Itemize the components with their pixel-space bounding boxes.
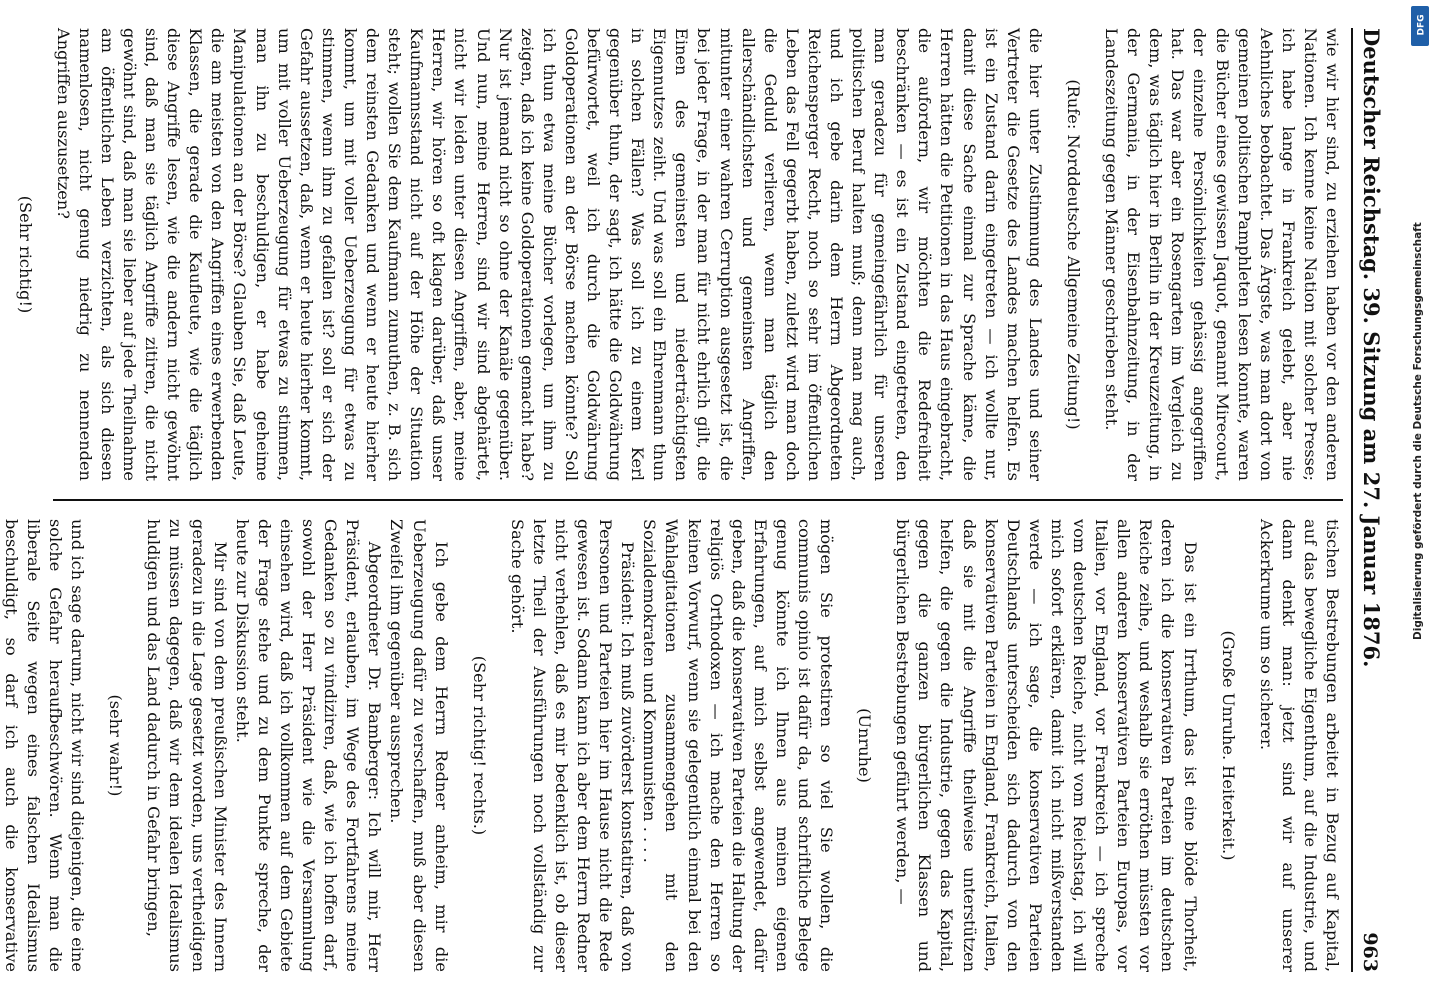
funding-note (1404, 0, 1428, 1000)
page-header (1351, 28, 1384, 972)
paragraph: und ich sage darum, nicht wir sind diejenigen, die eine solche Gefahr heraufbeschwören. Wenn man die liberale Seite wegen eines falschen Idealismus beschuldigt, so darf ich auch die konservative (1, 519, 88, 972)
column-divider (53, 499, 1343, 501)
paragraph: Ich gebe dem Herrn Redner anheim, mir die Ueberzeugung dafür zu verschaffen, muß aber diesen Zweifel ihm gegenüber aussprechen. (387, 519, 451, 972)
funding-note-text: Digitalisierung gefördert durch die Deutsche Forschungsgemeinschaft (1412, 222, 1424, 640)
header-title: Deutscher Reichstag. 39. Sitzung am 27. Januar 1876. (1359, 28, 1384, 668)
page-number: 963 (1359, 932, 1381, 972)
paragraph: tischen Bestrebungen arbeitet in Bezug auf Kapital, auf das bewegliche Eigenthum, auf die Industrie, und dann denkt man: jetzt sind wir auf unserer Ackerkrume um so sicherer. (1256, 519, 1342, 972)
speaker-paragraph: Präsident: Ich muß zuvörderst konstatiren, daß von Personen und Parteien hier im Hause nicht die Rede gewesen ist. Sodann kann ich aber dem Herrn Redner nicht verhehlen, daß es mir bedenklich ist, ob dieser letzte Theil der Ausführungen noch vollständig zur Sache gehört. (507, 519, 638, 972)
interjection: (sehr wahr!) (106, 694, 126, 797)
dfg-logo-icon (1411, 6, 1429, 46)
paragraph: Mir sind von dem preußischen Minister des Innern geradezu in die Lage gesetzt worden, uns vertheidigen zu müssen dagegen, daß wir dem idealen Idealismus huldigen und das Land dadurch in Gefahr bringen, (144, 519, 230, 972)
speaker-paragraph: Abgeordneter Dr. Bamberger: Ich will mir, Herr Präsident, erlauben, im Wege des Fortfahrens meine Gedanken so zu vindiziren, daß, wie ich hoffen darf, sowohl der Herr Präsident wie die Versammlung einsehen wird, daß ich vollkommen auf dem Gebiete der Frage stehe und zu dem Punkte spreche, der heute zur Diskussion steht. (232, 519, 385, 972)
text-columns (1, 28, 1343, 972)
left-column (15, 28, 1343, 481)
interjection: (Große Unruhe. Heiterkeit.) (1218, 630, 1238, 861)
interjection: (Sehr richtig!) (15, 195, 35, 314)
paragraph: wie wir hier sind, zu erziehen haben vor den anderen Nationen. Ich kenne keine Nation mit solcher Presse; ich habe lange in Frankreich gelebt, aber nie Aehnliches beobachtet. Das Ärgste, was man dort von gemeinen politischen Pamphleten lesen konnte, waren die Bücher eines gewissen Jaquot, genannt Mirecourt, der einzelne Persönlichkeiten gehässig angegriffen hat. Das war aber ein Rosengarten im Vergleich zu dem, was täglich hier in Berlin in der Kreuzzeitung, in der Germania, in der Eisenbahnzeitung, in der Landeszeitung gegen Männer geschrieben steht. (1102, 28, 1342, 481)
paragraph: die hier unter Zustimmung des Landes und seiner Vertreter die Gesetze des Landes machen helfen. Es ist ein Zustand darin eingetreten — ich wollte nur, damit diese Sache einmal zur Sprache käme, die Herren hätten die Petitionen in das Haus eingebracht, die aufordern, wir möchten die Redefreiheit beschränken — es ist ein Zustand eingetreten, den man geradezu für gemeingefährlich für unseren politischen Beruf halten muß; denn man mag auch, und ich gebe darin dem Herrn Abgeordneten Reichensperger Recht, noch so sehr im öffentlichen Leben das Fell gegerbt haben, zuletzt wird man doch die Geduld verlieren, wenn man täglich den allerschändlichsten und gemeinsten Angriffen, mitunter einer wahren Cerruption ausgesetzt ist, die bei jeder Frage, in der man für nicht ehrlich gilt, die Einen des gemeinsten und niederträchtigsten Eigennutzes zeiht. Und was soll ein Ehrenmann thun in solchen Fällen? Was soll ich zu einem Kerl gegenüber thun, der sagt, ich hätte die Goldwährung befürwortet, weil ich durch die Goldwährung Goldoperationen an der Börse machen könnte? Soll ich thun etwa meine Bücher vorlegen, um ihm zu zeigen, daß ich keine Goldoperationen gemacht habe? Nur ist jemand nicht so ohne der Kanäle gegenüber. Und nun, meine Herren, sind wir sind abgehärtet, nicht wir leiden unter diesen Angriffen, aber, meine Herren, wir hören so oft klagen darüber, daß unser Kaufmannsstand nicht auf der Höhe der Situation steht; wollen Sie dem Kaufmann zumuthen, z. B. sich dem reinsten Gedanken und wenn er heute hierher kommt, um mit voller Ueberzeugung für etwas zu stimmen, wenn ihm zu gefallen ist? soll er sich der Gefahr aussetzen, daß, wenn er heute hierher kommt, um mit voller Ueberzeugung für etwas zu stimmen, man ihn zu beschuldigen, er habe geheime Manipulationen an der Börse? Glauben Sie, daß Leute, die am meisten von den Angriffen eines erwerbenden Klassen, die gerade die Kaufleute, wie die täglich diese Angriffe lesen, wie die andern nicht gewöhnt sind, daß man sie täglich Angriffe zitiren, die nicht gewöhnt sind, daß man sie lieber auf jede Theilnahme am öffentlichen Leben verzichten, als sich diesen namenlosen, nicht genug niedrig zu nennenden Angriffen auszusetzen? (53, 28, 1045, 481)
interjection: (Rufe: Norddeutsche Allgemeine Zeitung!) (1063, 79, 1083, 430)
dfg-logo-label: DFG (1416, 14, 1427, 36)
paragraph: Das ist ein Irrthum, das ist eine blöde Thorheit, deren ich die konservativen Parteien im deutschen Reiche zeihe, und weshalb sie erröthen müssten vor allen anderen konservativen Parteien Europas, vor Italien, vor England, vor Frankreich — ich spreche vom deutschen Reiche, nicht vom Reichstag, ich will mich sofort erklären, damit ich nicht mißverstanden werde — ich sage, die konservativen Parteien Deutschlands unterscheiden sich dadurch von den konservativen Parteien in England, Frankreich, Italien, daß sie mit die Angriffe theilweise unterstützen helfen, die gegen die Industrie, gegen das Kapital, gegen die ganzen bürgerlichen Klassen und bürgerlichen Bestrebungen geführt werden, — (893, 519, 1200, 972)
paragraph: mögen Sie protestiren so viel Sie wollen, die communis opinio ist dafür da, und schriftliche Belege genug könnte ich Ihnen aus meinen eigenen Erfahrungen, auf mich selbst angewendet, dafür geben, daß die konservativen Parteien die Haltung der religiös Orthodoxen — ich mache den Herren so keinen Vorwurf, wenn sie gelegentlich einmal bei den Wahlagitationen zusammengehen mit den Sozialdemokraten und Kommunisten . . . . (640, 519, 837, 972)
interjection: (Unruhe) (855, 708, 875, 783)
right-column (1, 519, 1343, 972)
interjection: (Sehr richtig! rechts.) (469, 655, 489, 836)
